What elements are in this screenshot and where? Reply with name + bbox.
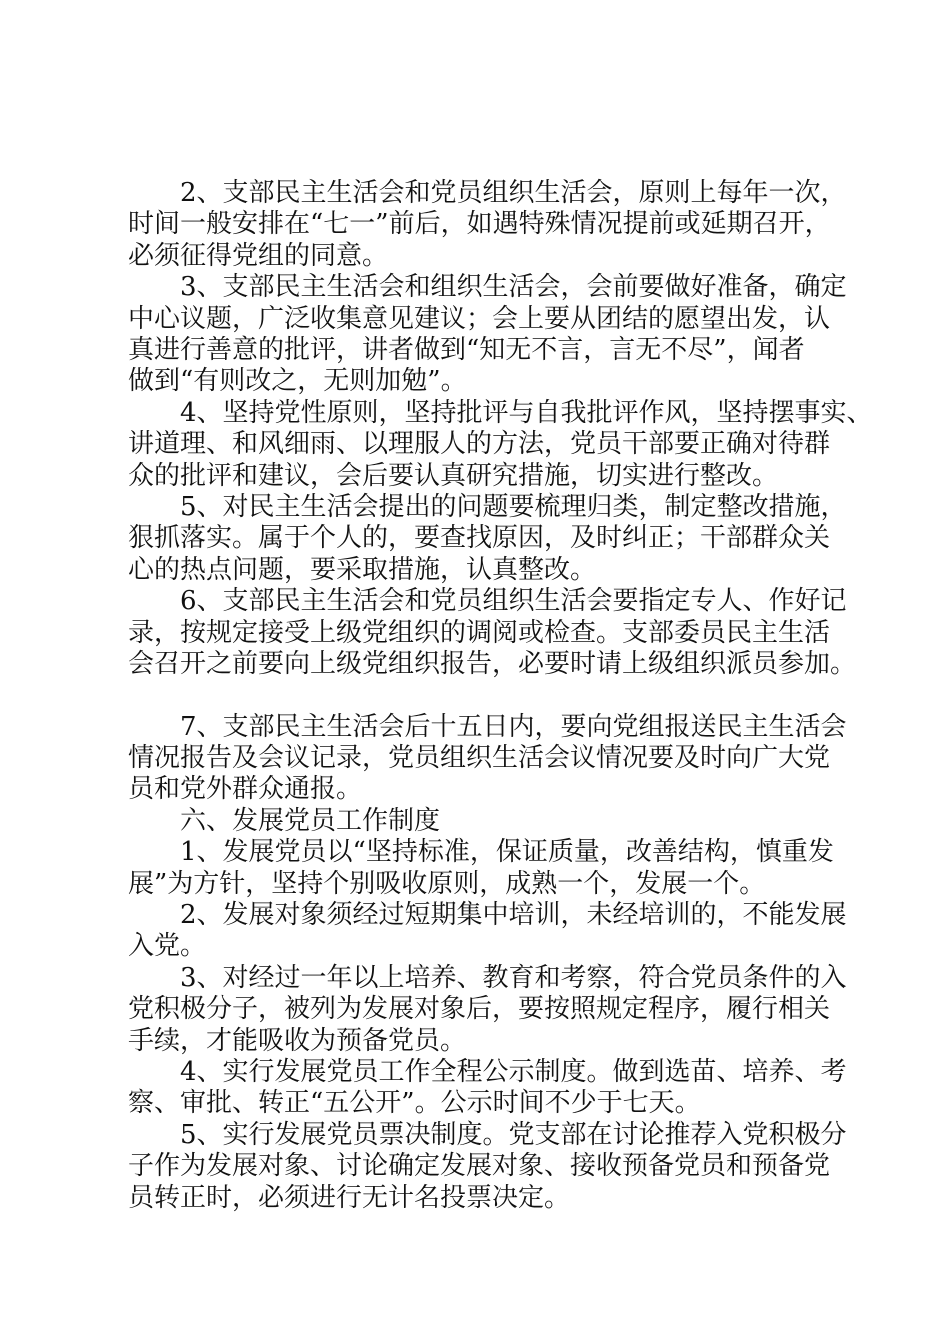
paragraph-dev-3 <box>128 962 847 1057</box>
paragraph-6 <box>128 586 857 680</box>
paragraph-line: 7、支部民主生活会后十五日内，要向党组报送民主生活会 <box>180 711 847 742</box>
paragraph-line: 众的批评和建议，会后要认真研究措施，切实进行整改。 <box>128 460 779 491</box>
paragraph-3 <box>128 272 847 398</box>
paragraph-line: 1、发展党员以“坚持标准，保证质量，改善结构，慎重发 <box>180 837 834 868</box>
paragraph-line: 情况报告及会议记录，党员组织生活会议情况要及时向广大党 <box>128 742 831 773</box>
section-heading-text: 六、发展党员工作制度 <box>180 805 441 836</box>
paragraph-dev-5 <box>128 1119 847 1214</box>
paragraph-7 <box>128 711 847 806</box>
paragraph-spacer <box>128 681 828 712</box>
paragraph-line: 会召开之前要向上级党组织报告，必要时请上级组织派员参加。 <box>128 649 857 680</box>
paragraph-2 <box>128 178 847 272</box>
document-body <box>128 178 873 1214</box>
paragraph-5 <box>128 492 847 586</box>
paragraph-line: 4、坚持党性原则，坚持批评与自我批评作风，坚持摆事实、 <box>180 397 873 428</box>
paragraph-line: 党积极分子，被列为发展对象后，要按照规定程序，履行相关 <box>128 994 831 1025</box>
paragraph-line: 狠抓落实。属于个人的，要查找原因，及时纠正；干部群众关 <box>128 523 831 554</box>
paragraph-line: 必须征得党组的同意。 <box>128 240 389 271</box>
paragraph-line: 录，按规定接受上级党组织的调阅或检查。支部委员民主生活 <box>128 617 831 648</box>
paragraph-line: 4、实行发展党员工作全程公示制度。做到选苗、培养、考 <box>180 1056 847 1087</box>
paragraph-line: 心的热点问题，要采取措施，认真整改。 <box>128 554 597 585</box>
paragraph-line: 察、审批、转正“五公开”。公示时间不少于七天。 <box>128 1088 701 1119</box>
paragraph-line: 讲道理、和风细雨、以理服人的方法，党员干部要正确对待群 <box>128 429 831 460</box>
paragraph-line: 3、支部民主生活会和组织生活会，会前要做好准备，确定 <box>180 272 847 303</box>
paragraph-dev-1 <box>128 837 834 900</box>
paragraph-line: 5、实行发展党员票决制度。党支部在讨论推荐入党积极分 <box>180 1119 847 1150</box>
paragraph-dev-4 <box>128 1056 847 1120</box>
section-heading <box>128 806 828 837</box>
paragraph-4 <box>128 397 873 492</box>
paragraph-line: 子作为发展对象、讨论确定发展对象、接收预备党员和预备党 <box>128 1151 831 1182</box>
paragraph-line: 3、对经过一年以上培养、教育和考察，符合党员条件的入 <box>180 962 847 993</box>
paragraph-dev-2 <box>128 899 847 963</box>
paragraph-line: 2、发展对象须经过短期集中培训，未经培训的，不能发展 <box>180 899 847 930</box>
paragraph-line: 员和党外群众通报。 <box>128 774 363 805</box>
paragraph-line: 6、支部民主生活会和党员组织生活会要指定专人、作好记 <box>180 586 847 617</box>
paragraph-line: 5、对民主生活会提出的问题要梳理归类，制定整改措施， <box>180 492 847 523</box>
paragraph-line: 入党。 <box>128 931 207 962</box>
paragraph-line: 时间一般安排在“七一”前后，如遇特殊情况提前或延期召开， <box>128 209 831 240</box>
paragraph-line: 中心议题，广泛收集意见建议；会上要从团结的愿望出发，认 <box>128 303 831 334</box>
paragraph-line: 手续，才能吸收为预备党员。 <box>128 1025 467 1056</box>
paragraph-line: 2、支部民主生活会和党员组织生活会，原则上每年一次， <box>180 178 847 208</box>
paragraph-line: 做到“有则改之，无则加勉”。 <box>128 366 467 397</box>
paragraph-line: 展”为方针，坚持个别吸收原则，成熟一个，发展一个。 <box>128 868 766 899</box>
paragraph-line: 员转正时，必须进行无计名投票决定。 <box>128 1182 571 1213</box>
paragraph-line: 真进行善意的批评，讲者做到“知无不言，言无不尽”，闻者 <box>128 335 805 366</box>
